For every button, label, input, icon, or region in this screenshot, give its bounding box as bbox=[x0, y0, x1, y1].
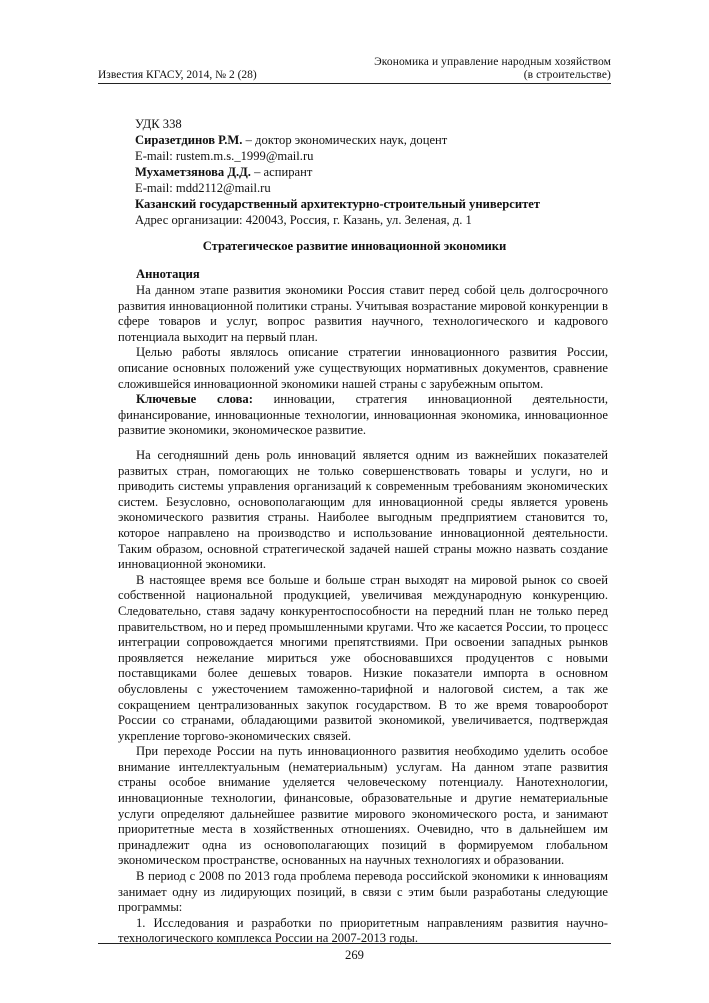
journal-section-line2: (в строительстве) bbox=[523, 69, 611, 81]
keywords-text: инновации, стратегия инновационной деятельности, финансирование, инновационные технологии, инновационная экономика, инновационное развитие экономики, экономическое развитие. bbox=[118, 392, 608, 438]
abstract-section bbox=[118, 283, 608, 439]
article-metadata bbox=[135, 116, 605, 228]
article-title: Стратегическое развитие инновационной экономики bbox=[202, 239, 507, 253]
body-paragraph-4: В период с 2008 по 2013 года проблема перевода российской экономики к инновациям занимает одну из лидирующих позиций, в связи с этим были разработаны следующие программы: bbox=[118, 869, 608, 915]
article-body bbox=[118, 448, 608, 947]
body-paragraph-1: На сегодняшний день роль инноваций является одним из важнейших показателей развитых стран, помогающих не только совершенствовать товары и услуги, но и приводить системы управления организаций к современным требованиям экономических систем. Безусловно, основополагающим для инновационной среды является уровень экономического развития страны. Наиболее выгодным предприятием становится то, которое направлено на производство и использование инновационной деятельности. Таким образом, основной стратегической задачей нашей страны можно назвать создание инновационной экономики. bbox=[118, 448, 608, 572]
journal-section-header bbox=[374, 56, 611, 82]
udk-code: УДК 338 bbox=[135, 117, 182, 131]
page-number: 269 bbox=[345, 948, 364, 962]
journal-section-line1: Экономика и управление народным хозяйством bbox=[374, 56, 611, 68]
author-1-email: E-mail: rustem.m.s._1999@mail.ru bbox=[135, 149, 314, 163]
author-1-role: – доктор экономических наук, доцент bbox=[242, 133, 448, 147]
keywords-paragraph bbox=[118, 392, 608, 439]
journal-issue-header: Известия КГАСУ, 2014, № 2 (28) bbox=[98, 69, 257, 81]
author-2-role: – аспирант bbox=[250, 165, 313, 179]
keywords-label: Ключевые слова: bbox=[136, 392, 253, 407]
author-2 bbox=[135, 164, 605, 180]
author-2-name: Мухаметзянова Д.Д. bbox=[135, 165, 251, 179]
abstract-paragraph-2: Целью работы являлось описание стратегии инновационного развития России, описание основных положений уже существующих нормативных документов, сравнение сложившейся инновационной экономики нашей страны с зарубежным опытом. bbox=[118, 345, 608, 391]
author-2-email: E-mail: mdd2112@mail.ru bbox=[135, 181, 271, 195]
abstract-heading: Аннотация bbox=[136, 267, 200, 281]
organization-name: Казанский государственный архитектурно-строительный университет bbox=[135, 197, 541, 211]
body-paragraph-3: При переходе России на путь инновационного развития необходимо уделить особое внимание интеллектуальным (нематериальным) услугам. На данном этапе развития страны особое внимание уделяется человеческому потенциалу. Нанотехнологии, инновационные технологии, финансовые, образовательные и другие нематериальные услуги определяют дальнейшее развитие мирового экономического роста, и занимают приоритетные места в хозяйственных отношениях. Очевидно, что в дальнейшем им принадлежит одна из основополагающих позиций в формируемом глобальном экономическом пространстве, основанных на научных технологиях и образовании. bbox=[118, 744, 608, 868]
body-paragraph-5: 1. Исследования и разработки по приоритетным направлениям развития научно-технологического комплекса России на 2007-2013 годы. bbox=[118, 915, 608, 946]
author-1-name: Сиразетдинов Р.М. bbox=[135, 133, 243, 147]
abstract-paragraph-1: На данном этапе развития экономики Россия ставит перед собой цель долгосрочного развития инновационной политики страны. Учитывая возрастание мировой конкуренции в сфере товаров и услуг, вопрос развития научного, технологического и кадрового потенциала выходит на первый план. bbox=[118, 283, 608, 344]
body-paragraph-2: В настоящее время все больше и больше стран выходят на мировой рынок со своей собственной национальной продукцией, увеличивая международную конкуренцию. Следовательно, ставя задачу конкурентоспособности на передний план не только перед правительством, но и перед промышленными кругами. Что же касается России, то процесс интеграции сопровождается многими препятствиями. При освоении западных рынков проявляется нежелание мириться уже обосновавшихся продуцентов с новыми поставщиками более дешевых товаров. Низкие показатели импорта в основном обусловлены с ужесточением таможенно-тарифной и налоговой систем, а так же сокращением централизованных закупок государством. В то же время товарооборот России со странами, обладающими развитой экономикой, увеличивается, подтверждая укрепление торгово-экономических связей. bbox=[118, 572, 608, 743]
header-divider bbox=[98, 83, 611, 84]
organization-address: Адрес организации: 420043, Россия, г. Казань, ул. Зеленая, д. 1 bbox=[135, 213, 472, 227]
footer-divider bbox=[98, 943, 611, 944]
author-1 bbox=[135, 132, 605, 148]
